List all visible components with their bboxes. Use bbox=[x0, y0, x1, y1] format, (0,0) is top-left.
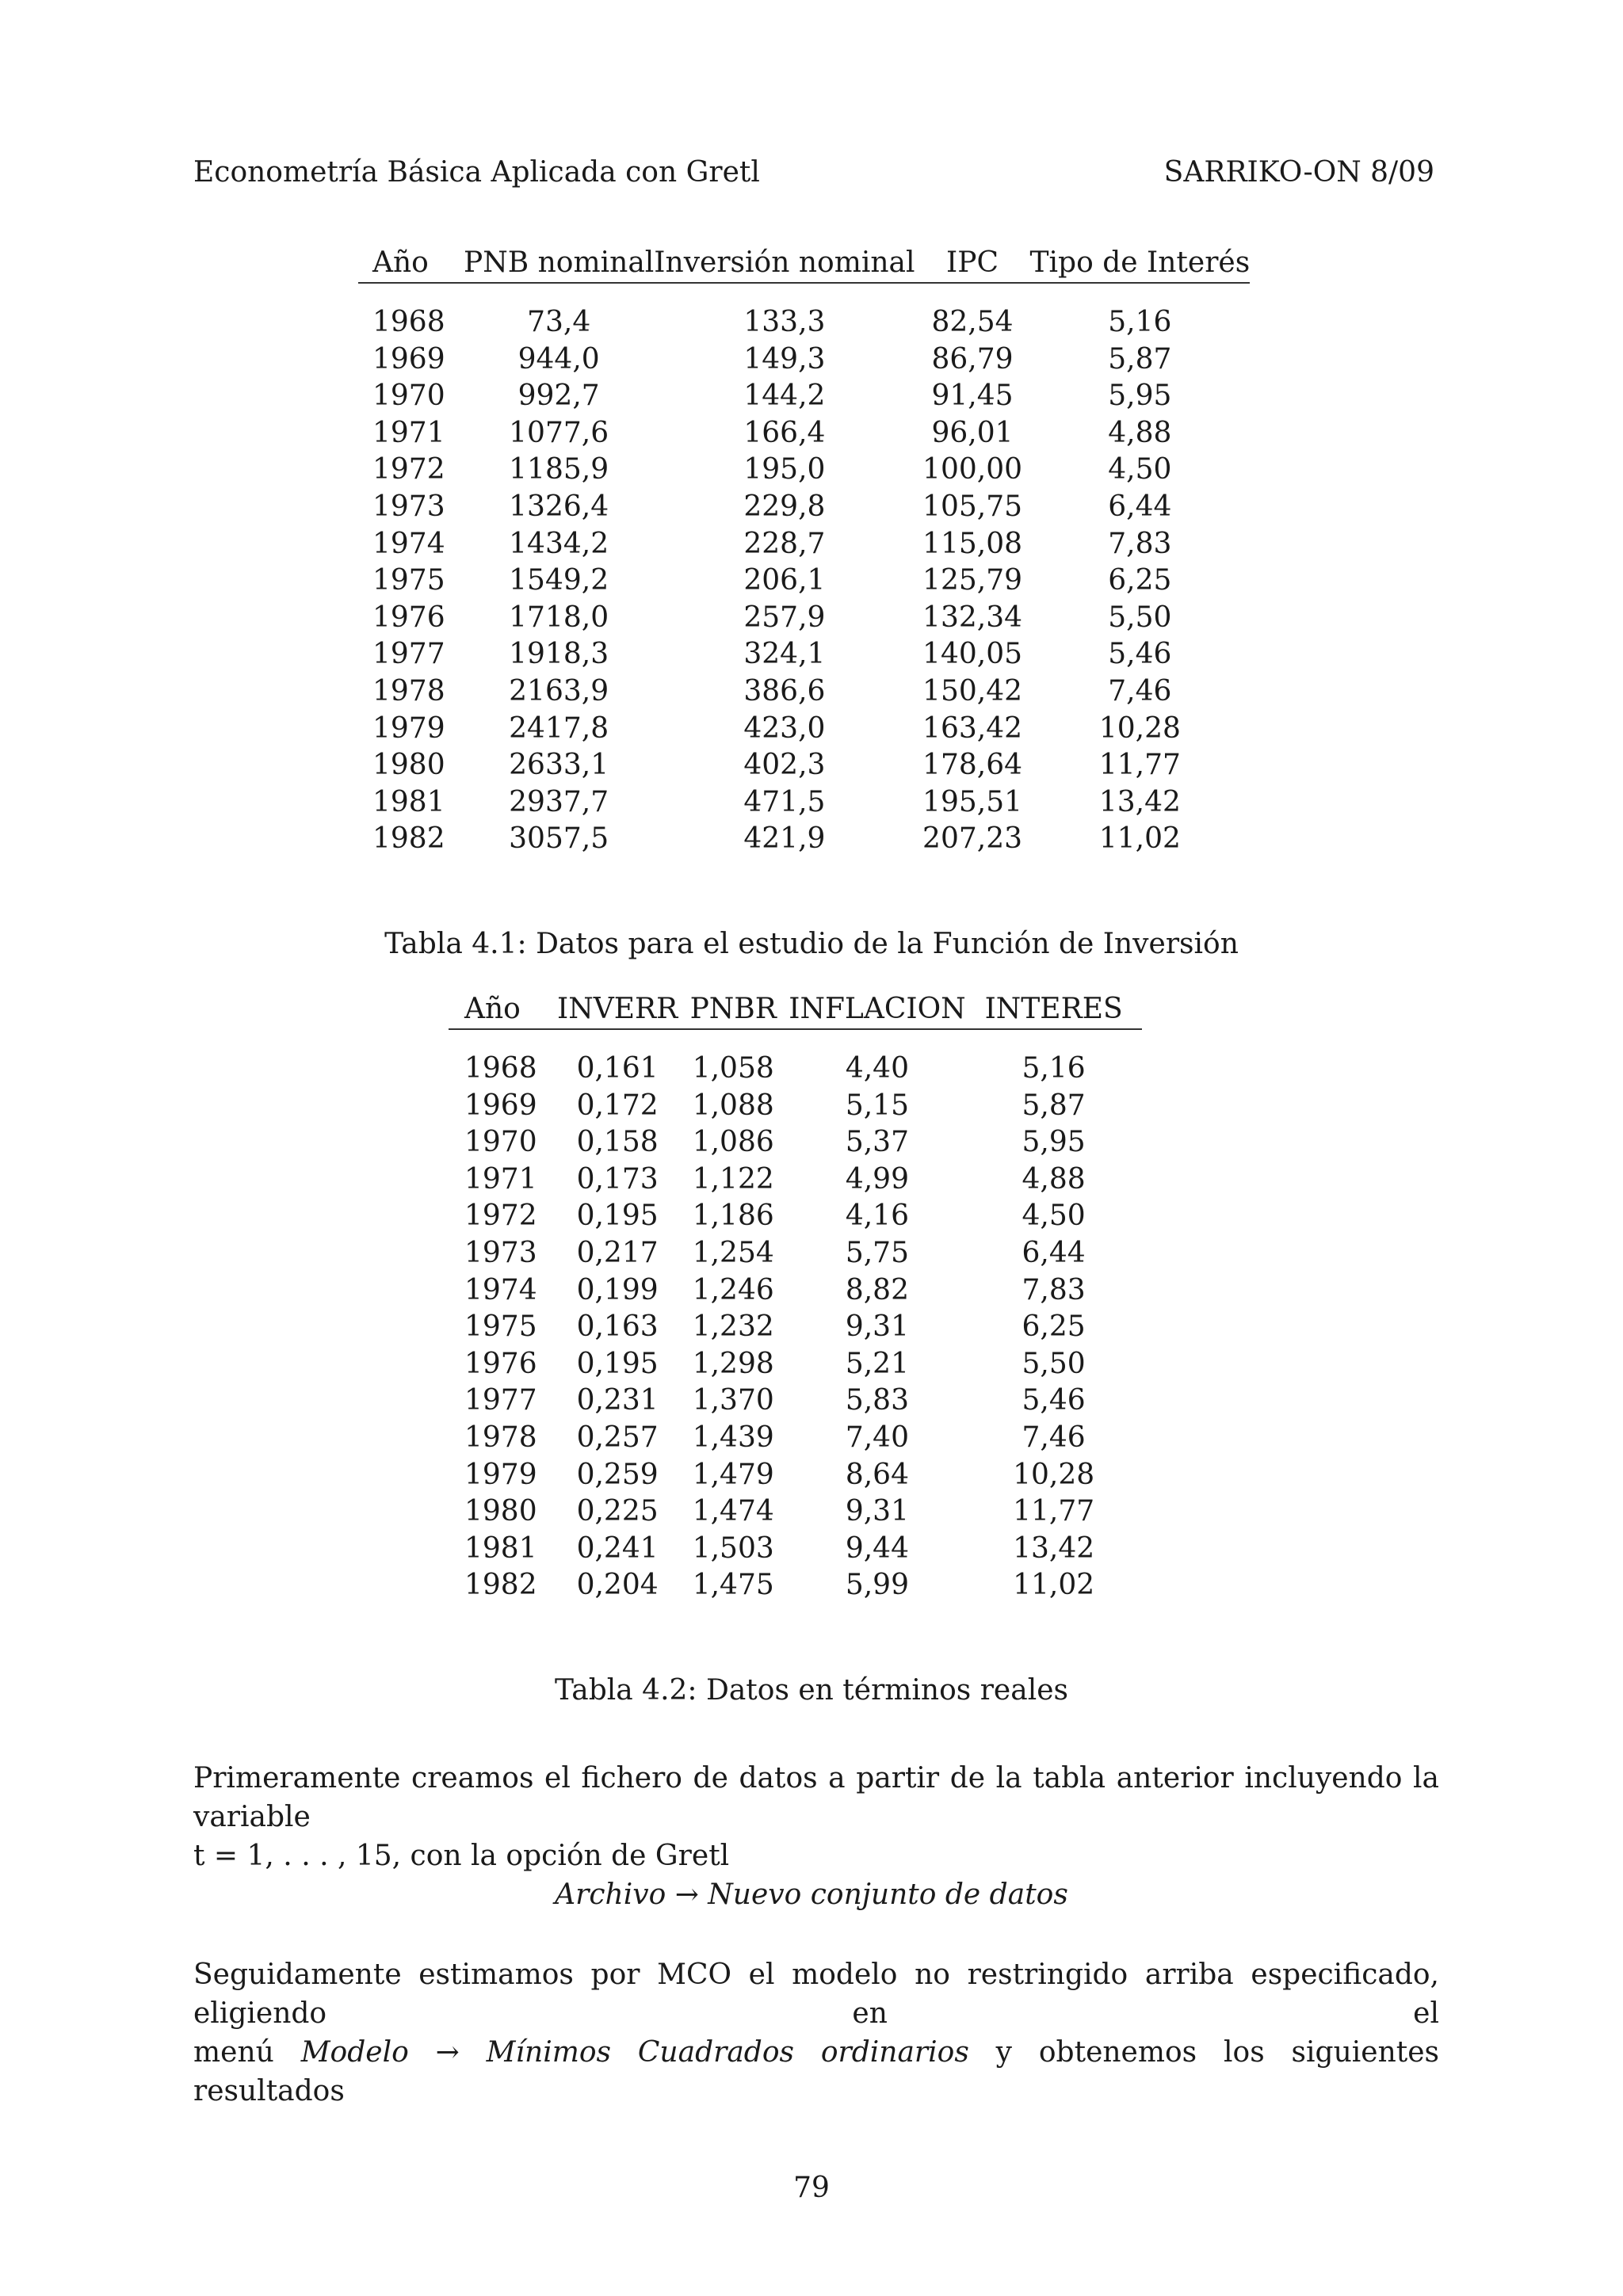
table-cell: 178,64 bbox=[922, 749, 1023, 782]
paragraph-line: Primeramente creamos el fichero de datos a partir de la tabla anterior incluyendo la variable bbox=[193, 1762, 1439, 1833]
table-cell: 1,503 bbox=[692, 1531, 774, 1565]
year-cell: 1975 bbox=[464, 1310, 537, 1344]
table-cell: 5,75 bbox=[845, 1236, 909, 1269]
table-row bbox=[449, 1029, 1142, 1088]
table-row bbox=[358, 378, 1250, 415]
year-cell: 1977 bbox=[464, 1384, 537, 1417]
table-cell: 0,225 bbox=[576, 1495, 659, 1528]
table-cell: 471,5 bbox=[743, 785, 826, 818]
table-caption: Tabla 4.2: Datos en términos reales bbox=[555, 1674, 1068, 1707]
table-cell: 150,42 bbox=[922, 674, 1023, 707]
table-cell: 1918,3 bbox=[509, 638, 609, 671]
table-row bbox=[358, 526, 1250, 563]
table-cell: 1549,2 bbox=[509, 564, 609, 597]
table-row bbox=[358, 415, 1250, 452]
table-cell: 7,46 bbox=[1108, 674, 1172, 707]
table-cell: 1,058 bbox=[692, 1052, 774, 1085]
table-cell: 163,42 bbox=[922, 711, 1023, 745]
body-paragraph bbox=[193, 1955, 1439, 2111]
table-cell: 4,40 bbox=[845, 1052, 909, 1085]
table-cell: 9,31 bbox=[845, 1310, 909, 1344]
table-cell: 0,161 bbox=[576, 1052, 659, 1085]
year-cell: 1971 bbox=[464, 1162, 537, 1196]
table-row bbox=[358, 341, 1250, 379]
table-cell: 5,21 bbox=[845, 1347, 909, 1380]
table-cell: 0,204 bbox=[576, 1569, 659, 1602]
table-caption: Tabla 4.1: Datos para el estudio de la Función de Inversión bbox=[384, 928, 1239, 960]
table-cell: 105,75 bbox=[922, 490, 1023, 523]
table-cell: 0,241 bbox=[576, 1531, 659, 1565]
table-cell: 9,31 bbox=[845, 1495, 909, 1528]
table-row bbox=[449, 1531, 1142, 1568]
table-row bbox=[358, 821, 1250, 858]
table-cell: 100,00 bbox=[922, 453, 1023, 486]
table-cell: 1,232 bbox=[692, 1310, 774, 1344]
table-cell: 166,4 bbox=[743, 416, 826, 449]
table-cell: 7,40 bbox=[845, 1421, 909, 1454]
column-header: Inversión nominal bbox=[654, 246, 915, 279]
table-row bbox=[449, 1198, 1142, 1235]
table-cell: 1,246 bbox=[692, 1273, 774, 1306]
table-row bbox=[358, 283, 1250, 341]
table-header-row bbox=[358, 244, 1250, 283]
table-cell: 228,7 bbox=[743, 527, 826, 560]
table-cell: 206,1 bbox=[743, 564, 826, 597]
table-cell: 0,199 bbox=[576, 1273, 659, 1306]
table-cell: 195,51 bbox=[922, 785, 1023, 818]
table-cell: 5,16 bbox=[1022, 1052, 1086, 1085]
table-cell: 4,99 bbox=[845, 1162, 909, 1196]
table-cell: 0,163 bbox=[576, 1310, 659, 1344]
table-row bbox=[358, 563, 1250, 600]
table-cell: 324,1 bbox=[743, 638, 826, 671]
table-row bbox=[358, 711, 1250, 748]
year-cell: 1980 bbox=[464, 1495, 537, 1528]
table-cell: 132,34 bbox=[922, 601, 1023, 634]
table-cell: 3057,5 bbox=[509, 822, 609, 856]
table-cell: 207,23 bbox=[922, 822, 1023, 856]
table-cell: 5,46 bbox=[1108, 638, 1172, 671]
table-cell: 1,186 bbox=[692, 1199, 774, 1233]
table-cell: 1718,0 bbox=[509, 601, 609, 634]
year-cell: 1975 bbox=[372, 564, 445, 597]
table-cell: 8,64 bbox=[845, 1458, 909, 1491]
table-cell: 0,158 bbox=[576, 1126, 659, 1159]
table-cell: 0,172 bbox=[576, 1089, 659, 1122]
column-header: PNB nominal bbox=[464, 246, 655, 279]
year-cell: 1976 bbox=[464, 1347, 537, 1380]
table-cell: 7,83 bbox=[1022, 1273, 1086, 1306]
table-cell: 13,42 bbox=[1098, 785, 1181, 818]
column-header: INFLACION bbox=[789, 993, 966, 1025]
table-cell: 257,9 bbox=[743, 601, 826, 634]
table-cell: 149,3 bbox=[743, 342, 826, 376]
table-cell: 1077,6 bbox=[509, 416, 609, 449]
year-cell: 1978 bbox=[372, 674, 445, 707]
table-cell: 125,79 bbox=[922, 564, 1023, 597]
table-cell: 5,95 bbox=[1022, 1126, 1086, 1159]
table-cell: 115,08 bbox=[922, 527, 1023, 560]
table-cell: 402,3 bbox=[743, 749, 826, 782]
table-row bbox=[449, 1161, 1142, 1199]
table-cell: 0,259 bbox=[576, 1458, 659, 1491]
table-cell: 386,6 bbox=[743, 674, 826, 707]
paragraph-line bbox=[193, 2033, 1439, 2111]
year-cell: 1972 bbox=[372, 453, 445, 486]
table-cell: 4,50 bbox=[1108, 453, 1172, 486]
table-cell: 11,77 bbox=[1098, 749, 1181, 782]
table-cell: 944,0 bbox=[517, 342, 600, 376]
body-paragraph bbox=[193, 1759, 1439, 1875]
year-cell: 1980 bbox=[372, 749, 445, 782]
table-cell: 1,370 bbox=[692, 1384, 774, 1417]
table-row bbox=[449, 1309, 1142, 1346]
table-cell: 229,8 bbox=[743, 490, 826, 523]
table-cell: 6,44 bbox=[1022, 1236, 1086, 1269]
column-header: Año bbox=[464, 993, 521, 1025]
table-cell: 4,88 bbox=[1108, 416, 1172, 449]
page-number: 79 bbox=[793, 2172, 830, 2204]
table-row bbox=[358, 673, 1250, 711]
year-cell: 1973 bbox=[372, 490, 445, 523]
year-cell: 1974 bbox=[464, 1273, 537, 1306]
table-cell: 133,3 bbox=[743, 306, 826, 338]
table-cell: 1185,9 bbox=[509, 453, 609, 486]
year-cell: 1979 bbox=[464, 1458, 537, 1491]
table-cell: 10,28 bbox=[1013, 1458, 1095, 1491]
running-header-series: SARRIKO-ON 8/09 bbox=[1163, 156, 1434, 189]
year-cell: 1968 bbox=[464, 1052, 537, 1085]
table-cell: 5,16 bbox=[1108, 306, 1172, 338]
table-cell: 5,95 bbox=[1108, 379, 1172, 413]
table-cell: 195,0 bbox=[743, 453, 826, 486]
table-cell: 140,05 bbox=[922, 638, 1023, 671]
table-cell: 5,37 bbox=[845, 1126, 909, 1159]
table-cell: 0,173 bbox=[576, 1162, 659, 1196]
table-row bbox=[358, 489, 1250, 526]
table-cell: 5,50 bbox=[1108, 601, 1172, 634]
table-row bbox=[358, 636, 1250, 673]
year-cell: 1977 bbox=[372, 638, 445, 671]
year-cell: 1979 bbox=[372, 711, 445, 745]
table-cell: 73,4 bbox=[527, 306, 591, 338]
table-cell: 10,28 bbox=[1098, 711, 1181, 745]
table-row bbox=[449, 1383, 1142, 1420]
table-cell: 4,50 bbox=[1022, 1199, 1086, 1233]
year-cell: 1971 bbox=[372, 416, 445, 449]
table-row bbox=[358, 784, 1250, 822]
table-cell: 5,46 bbox=[1022, 1384, 1086, 1417]
table-cell: 7,83 bbox=[1108, 527, 1172, 560]
table-row bbox=[449, 1420, 1142, 1457]
table-cell: 1,475 bbox=[692, 1569, 774, 1602]
table-cell: 5,15 bbox=[845, 1089, 909, 1122]
column-header: PNBR bbox=[689, 993, 777, 1025]
table-cell: 1,474 bbox=[692, 1495, 774, 1528]
table-row bbox=[449, 1567, 1142, 1604]
table-cell: 1,122 bbox=[692, 1162, 774, 1196]
table-cell: 1,254 bbox=[692, 1236, 774, 1269]
table-cell: 421,9 bbox=[743, 822, 826, 856]
table-cell: 8,82 bbox=[845, 1273, 909, 1306]
table-cell: 423,0 bbox=[743, 711, 826, 745]
table-cell: 1,088 bbox=[692, 1089, 774, 1122]
table-cell: 2163,9 bbox=[509, 674, 609, 707]
year-cell: 1981 bbox=[372, 785, 445, 818]
investment-data-table bbox=[358, 244, 1250, 858]
table-cell: 1326,4 bbox=[509, 490, 609, 523]
table-row bbox=[358, 452, 1250, 489]
table-cell: 6,25 bbox=[1108, 564, 1172, 597]
table-cell: 5,99 bbox=[845, 1569, 909, 1602]
real-terms-data-table bbox=[449, 990, 1142, 1604]
year-cell: 1970 bbox=[372, 379, 445, 413]
year-cell: 1976 bbox=[372, 601, 445, 634]
table-cell: 0,195 bbox=[576, 1199, 659, 1233]
table-row bbox=[449, 1235, 1142, 1272]
table-row bbox=[449, 1457, 1142, 1494]
column-header: Tipo de Interés bbox=[1029, 246, 1251, 279]
table-row bbox=[358, 747, 1250, 784]
table-cell: 1,298 bbox=[692, 1347, 774, 1380]
table-row bbox=[449, 1124, 1142, 1161]
table-row bbox=[449, 1272, 1142, 1310]
paragraph-line: Seguidamente estimamos por MCO el modelo no restringido arriba especificado, eligiendo en el bbox=[193, 1958, 1439, 2030]
table-cell: 86,79 bbox=[931, 342, 1014, 376]
table-cell: 7,46 bbox=[1022, 1421, 1086, 1454]
column-header: IPC bbox=[946, 246, 999, 279]
table-cell: 0,217 bbox=[576, 1236, 659, 1269]
table-cell: 11,02 bbox=[1013, 1569, 1095, 1602]
table-cell: 144,2 bbox=[743, 379, 826, 413]
year-cell: 1982 bbox=[372, 822, 445, 856]
table-cell: 5,50 bbox=[1022, 1347, 1086, 1380]
table-cell: 1,439 bbox=[692, 1421, 774, 1454]
year-cell: 1981 bbox=[464, 1531, 537, 1565]
menu-reference: Modelo → Mínimos Cuadrados ordinarios bbox=[300, 2036, 969, 2069]
table-row bbox=[449, 1493, 1142, 1531]
menu-path: Archivo → Nuevo conjunto de datos bbox=[555, 1878, 1068, 1911]
table-cell: 6,25 bbox=[1022, 1310, 1086, 1344]
table-row bbox=[449, 1088, 1142, 1125]
table-cell: 11,77 bbox=[1013, 1495, 1095, 1528]
table-row bbox=[449, 1346, 1142, 1383]
year-cell: 1973 bbox=[464, 1236, 537, 1269]
column-header: INVERR bbox=[557, 993, 678, 1025]
column-header: Año bbox=[372, 246, 429, 279]
table-cell: 0,195 bbox=[576, 1347, 659, 1380]
table-cell: 1,479 bbox=[692, 1458, 774, 1491]
table-cell: 1434,2 bbox=[509, 527, 609, 560]
paragraph-line: t = 1, . . . , 15, con la opción de Gretl bbox=[193, 1840, 730, 1872]
table-header-row bbox=[449, 990, 1142, 1029]
table-cell: 11,02 bbox=[1098, 822, 1181, 856]
table-cell: 5,83 bbox=[845, 1384, 909, 1417]
table-cell: 82,54 bbox=[931, 306, 1014, 338]
column-header: INTERES bbox=[984, 993, 1123, 1025]
table-cell: 1,086 bbox=[692, 1126, 774, 1159]
table-cell: 9,44 bbox=[845, 1531, 909, 1565]
year-cell: 1969 bbox=[464, 1089, 537, 1122]
table-cell: 2937,7 bbox=[509, 785, 609, 818]
table-cell: 2633,1 bbox=[509, 749, 609, 782]
year-cell: 1982 bbox=[464, 1569, 537, 1602]
year-cell: 1969 bbox=[372, 342, 445, 376]
table-cell: 0,231 bbox=[576, 1384, 659, 1417]
table-cell: 96,01 bbox=[931, 416, 1014, 449]
year-cell: 1972 bbox=[464, 1199, 537, 1233]
text-run: y obtenemos los siguientes resultados bbox=[193, 2036, 1440, 2107]
table-cell: 2417,8 bbox=[509, 711, 609, 745]
table-cell: 13,42 bbox=[1013, 1531, 1095, 1565]
table-cell: 4,88 bbox=[1022, 1162, 1086, 1196]
text-run: menú bbox=[193, 2036, 301, 2069]
table-cell: 6,44 bbox=[1108, 490, 1172, 523]
table-cell: 4,16 bbox=[845, 1199, 909, 1233]
table-cell: 0,257 bbox=[576, 1421, 659, 1454]
year-cell: 1968 bbox=[372, 306, 445, 338]
running-header-title: Econometría Básica Aplicada con Gretl bbox=[193, 156, 760, 189]
year-cell: 1974 bbox=[372, 527, 445, 560]
year-cell: 1970 bbox=[464, 1126, 537, 1159]
table-row bbox=[358, 600, 1250, 637]
year-cell: 1978 bbox=[464, 1421, 537, 1454]
table-cell: 5,87 bbox=[1022, 1089, 1086, 1122]
table-cell: 5,87 bbox=[1108, 342, 1172, 376]
table-cell: 91,45 bbox=[931, 379, 1014, 413]
table-cell: 992,7 bbox=[517, 379, 600, 413]
